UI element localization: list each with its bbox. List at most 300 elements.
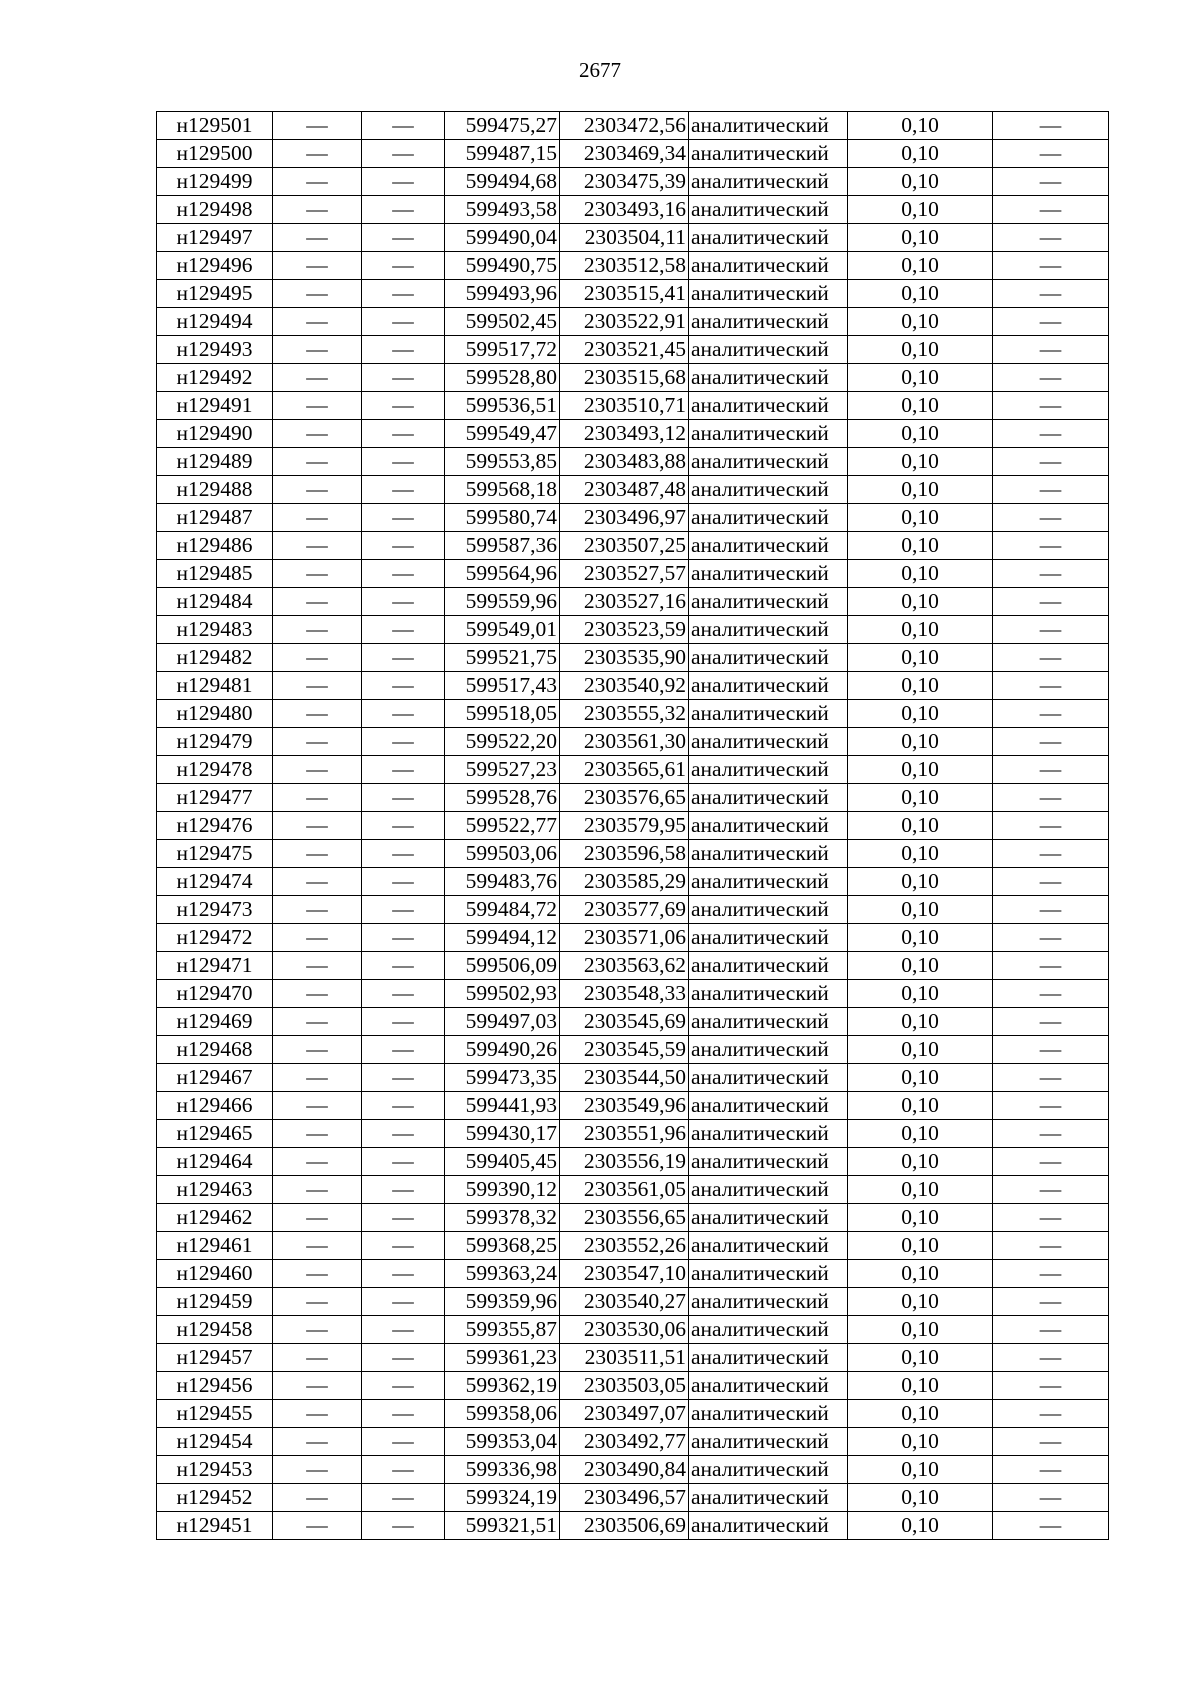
x-coordinate-cell: 599487,15 — [445, 140, 560, 168]
dash-cell: — — [993, 896, 1109, 924]
method-cell: аналитический — [689, 224, 848, 252]
dash-cell: — — [362, 1484, 445, 1512]
point-id-cell: н129476 — [157, 812, 273, 840]
method-cell: аналитический — [689, 980, 848, 1008]
table-row — [157, 588, 1109, 616]
y-coordinate-cell: 2303549,96 — [560, 1092, 689, 1120]
y-coordinate-cell: 2303512,58 — [560, 252, 689, 280]
method-cell: аналитический — [689, 448, 848, 476]
method-cell: аналитический — [689, 784, 848, 812]
table-body — [157, 112, 1109, 1540]
table-row — [157, 336, 1109, 364]
dash-cell: — — [993, 1372, 1109, 1400]
x-coordinate-cell: 599355,87 — [445, 1316, 560, 1344]
dash-cell: — — [362, 1036, 445, 1064]
table-row — [157, 1036, 1109, 1064]
point-id-cell: н129475 — [157, 840, 273, 868]
dash-cell: — — [993, 392, 1109, 420]
table-row — [157, 196, 1109, 224]
method-cell: аналитический — [689, 700, 848, 728]
method-cell: аналитический — [689, 1036, 848, 1064]
dash-cell: — — [273, 1008, 362, 1036]
dash-cell: — — [273, 1428, 362, 1456]
dash-cell: — — [273, 532, 362, 560]
dash-cell: — — [993, 924, 1109, 952]
dash-cell: — — [362, 952, 445, 980]
dash-cell: — — [273, 560, 362, 588]
dash-cell: — — [273, 924, 362, 952]
accuracy-cell: 0,10 — [848, 1428, 993, 1456]
point-id-cell: н129496 — [157, 252, 273, 280]
dash-cell: — — [993, 336, 1109, 364]
dash-cell: — — [993, 476, 1109, 504]
dash-cell: — — [993, 812, 1109, 840]
dash-cell: — — [993, 1288, 1109, 1316]
point-id-cell: н129501 — [157, 112, 273, 140]
dash-cell: — — [362, 1092, 445, 1120]
dash-cell: — — [993, 952, 1109, 980]
accuracy-cell: 0,10 — [848, 812, 993, 840]
accuracy-cell: 0,10 — [848, 896, 993, 924]
accuracy-cell: 0,10 — [848, 1064, 993, 1092]
dash-cell: — — [273, 1372, 362, 1400]
point-id-cell: н129484 — [157, 588, 273, 616]
method-cell: аналитический — [689, 280, 848, 308]
table-row — [157, 1288, 1109, 1316]
accuracy-cell: 0,10 — [848, 1260, 993, 1288]
y-coordinate-cell: 2303548,33 — [560, 980, 689, 1008]
table-row — [157, 1400, 1109, 1428]
point-id-cell: н129456 — [157, 1372, 273, 1400]
y-coordinate-cell: 2303596,58 — [560, 840, 689, 868]
y-coordinate-cell: 2303577,69 — [560, 896, 689, 924]
y-coordinate-cell: 2303540,92 — [560, 672, 689, 700]
y-coordinate-cell: 2303527,16 — [560, 588, 689, 616]
x-coordinate-cell: 599549,47 — [445, 420, 560, 448]
x-coordinate-cell: 599378,32 — [445, 1204, 560, 1232]
accuracy-cell: 0,10 — [848, 1512, 993, 1540]
dash-cell: — — [993, 1344, 1109, 1372]
dash-cell: — — [993, 1176, 1109, 1204]
dash-cell: — — [993, 1484, 1109, 1512]
point-id-cell: н129489 — [157, 448, 273, 476]
method-cell: аналитический — [689, 476, 848, 504]
table-row — [157, 728, 1109, 756]
table-row — [157, 672, 1109, 700]
dash-cell: — — [993, 532, 1109, 560]
method-cell: аналитический — [689, 504, 848, 532]
dash-cell: — — [273, 588, 362, 616]
dash-cell: — — [993, 840, 1109, 868]
accuracy-cell: 0,10 — [848, 1176, 993, 1204]
dash-cell: — — [362, 476, 445, 504]
dash-cell: — — [362, 1316, 445, 1344]
dash-cell: — — [362, 1120, 445, 1148]
method-cell: аналитический — [689, 1428, 848, 1456]
method-cell: аналитический — [689, 728, 848, 756]
table-row — [157, 364, 1109, 392]
table-row — [157, 392, 1109, 420]
accuracy-cell: 0,10 — [848, 448, 993, 476]
y-coordinate-cell: 2303565,61 — [560, 756, 689, 784]
x-coordinate-cell: 599553,85 — [445, 448, 560, 476]
method-cell: аналитический — [689, 1260, 848, 1288]
dash-cell: — — [273, 868, 362, 896]
method-cell: аналитический — [689, 644, 848, 672]
x-coordinate-cell: 599497,03 — [445, 1008, 560, 1036]
table-row — [157, 1008, 1109, 1036]
accuracy-cell: 0,10 — [848, 308, 993, 336]
dash-cell: — — [273, 672, 362, 700]
x-coordinate-cell: 599517,43 — [445, 672, 560, 700]
y-coordinate-cell: 2303561,30 — [560, 728, 689, 756]
method-cell: аналитический — [689, 336, 848, 364]
method-cell: аналитический — [689, 1344, 848, 1372]
dash-cell: — — [362, 1176, 445, 1204]
dash-cell: — — [993, 140, 1109, 168]
dash-cell: — — [993, 616, 1109, 644]
dash-cell: — — [273, 336, 362, 364]
accuracy-cell: 0,10 — [848, 1344, 993, 1372]
dash-cell: — — [993, 1120, 1109, 1148]
method-cell: аналитический — [689, 1148, 848, 1176]
y-coordinate-cell: 2303511,51 — [560, 1344, 689, 1372]
accuracy-cell: 0,10 — [848, 980, 993, 1008]
table-row — [157, 1512, 1109, 1540]
accuracy-cell: 0,10 — [848, 1008, 993, 1036]
point-id-cell: н129451 — [157, 1512, 273, 1540]
point-id-cell: н129479 — [157, 728, 273, 756]
point-id-cell: н129491 — [157, 392, 273, 420]
dash-cell: — — [993, 868, 1109, 896]
x-coordinate-cell: 599528,76 — [445, 784, 560, 812]
accuracy-cell: 0,10 — [848, 728, 993, 756]
method-cell: аналитический — [689, 1064, 848, 1092]
dash-cell: — — [993, 1092, 1109, 1120]
method-cell: аналитический — [689, 364, 848, 392]
x-coordinate-cell: 599506,09 — [445, 952, 560, 980]
point-id-cell: н129494 — [157, 308, 273, 336]
accuracy-cell: 0,10 — [848, 112, 993, 140]
dash-cell: — — [273, 980, 362, 1008]
table-row — [157, 168, 1109, 196]
table-row — [157, 1260, 1109, 1288]
dash-cell: — — [362, 840, 445, 868]
accuracy-cell: 0,10 — [848, 364, 993, 392]
dash-cell: — — [273, 504, 362, 532]
y-coordinate-cell: 2303563,62 — [560, 952, 689, 980]
method-cell: аналитический — [689, 1484, 848, 1512]
dash-cell: — — [362, 1372, 445, 1400]
x-coordinate-cell: 599521,75 — [445, 644, 560, 672]
point-id-cell: н129457 — [157, 1344, 273, 1372]
accuracy-cell: 0,10 — [848, 1204, 993, 1232]
dash-cell: — — [362, 1260, 445, 1288]
table-row — [157, 252, 1109, 280]
x-coordinate-cell: 599324,19 — [445, 1484, 560, 1512]
method-cell: аналитический — [689, 1204, 848, 1232]
method-cell: аналитический — [689, 1008, 848, 1036]
dash-cell: — — [993, 980, 1109, 1008]
x-coordinate-cell: 599522,20 — [445, 728, 560, 756]
table-row — [157, 644, 1109, 672]
method-cell: аналитический — [689, 1092, 848, 1120]
dash-cell: — — [993, 644, 1109, 672]
x-coordinate-cell: 599494,68 — [445, 168, 560, 196]
dash-cell: — — [993, 1064, 1109, 1092]
dash-cell: — — [362, 448, 445, 476]
dash-cell: — — [273, 364, 362, 392]
dash-cell: — — [362, 896, 445, 924]
table-row — [157, 1120, 1109, 1148]
point-id-cell: н129470 — [157, 980, 273, 1008]
dash-cell: — — [362, 308, 445, 336]
y-coordinate-cell: 2303487,48 — [560, 476, 689, 504]
x-coordinate-cell: 599368,25 — [445, 1232, 560, 1260]
y-coordinate-cell: 2303527,57 — [560, 560, 689, 588]
y-coordinate-cell: 2303492,77 — [560, 1428, 689, 1456]
accuracy-cell: 0,10 — [848, 840, 993, 868]
y-coordinate-cell: 2303490,84 — [560, 1456, 689, 1484]
method-cell: аналитический — [689, 168, 848, 196]
dash-cell: — — [273, 140, 362, 168]
y-coordinate-cell: 2303585,29 — [560, 868, 689, 896]
dash-cell: — — [362, 1456, 445, 1484]
x-coordinate-cell: 599483,76 — [445, 868, 560, 896]
dash-cell: — — [362, 252, 445, 280]
y-coordinate-cell: 2303506,69 — [560, 1512, 689, 1540]
y-coordinate-cell: 2303497,07 — [560, 1400, 689, 1428]
method-cell: аналитический — [689, 1288, 848, 1316]
dash-cell: — — [993, 1260, 1109, 1288]
y-coordinate-cell: 2303535,90 — [560, 644, 689, 672]
method-cell: аналитический — [689, 112, 848, 140]
point-id-cell: н129454 — [157, 1428, 273, 1456]
point-id-cell: н129483 — [157, 616, 273, 644]
y-coordinate-cell: 2303515,68 — [560, 364, 689, 392]
accuracy-cell: 0,10 — [848, 336, 993, 364]
dash-cell: — — [362, 1064, 445, 1092]
dash-cell: — — [993, 1036, 1109, 1064]
accuracy-cell: 0,10 — [848, 1120, 993, 1148]
table-row — [157, 1316, 1109, 1344]
table-row — [157, 1232, 1109, 1260]
method-cell: аналитический — [689, 560, 848, 588]
dash-cell: — — [273, 812, 362, 840]
dash-cell: — — [993, 364, 1109, 392]
accuracy-cell: 0,10 — [848, 1232, 993, 1260]
dash-cell: — — [993, 1316, 1109, 1344]
dash-cell: — — [993, 1512, 1109, 1540]
dash-cell: — — [993, 252, 1109, 280]
dash-cell: — — [273, 1512, 362, 1540]
y-coordinate-cell: 2303551,96 — [560, 1120, 689, 1148]
dash-cell: — — [273, 1344, 362, 1372]
dash-cell: — — [273, 1092, 362, 1120]
method-cell: аналитический — [689, 1456, 848, 1484]
dash-cell: — — [362, 196, 445, 224]
method-cell: аналитический — [689, 196, 848, 224]
table-row — [157, 280, 1109, 308]
method-cell: аналитический — [689, 1176, 848, 1204]
table-row — [157, 980, 1109, 1008]
x-coordinate-cell: 599502,93 — [445, 980, 560, 1008]
dash-cell: — — [993, 784, 1109, 812]
x-coordinate-cell: 599430,17 — [445, 1120, 560, 1148]
accuracy-cell: 0,10 — [848, 672, 993, 700]
dash-cell: — — [273, 196, 362, 224]
dash-cell: — — [273, 1232, 362, 1260]
point-id-cell: н129486 — [157, 532, 273, 560]
method-cell: аналитический — [689, 1232, 848, 1260]
dash-cell: — — [273, 1484, 362, 1512]
method-cell: аналитический — [689, 532, 848, 560]
accuracy-cell: 0,10 — [848, 1456, 993, 1484]
method-cell: аналитический — [689, 672, 848, 700]
dash-cell: — — [273, 1120, 362, 1148]
dash-cell: — — [362, 1400, 445, 1428]
method-cell: аналитический — [689, 1316, 848, 1344]
table-row — [157, 560, 1109, 588]
method-cell: аналитический — [689, 140, 848, 168]
point-id-cell: н129459 — [157, 1288, 273, 1316]
dash-cell: — — [362, 168, 445, 196]
accuracy-cell: 0,10 — [848, 1484, 993, 1512]
point-id-cell: н129452 — [157, 1484, 273, 1512]
x-coordinate-cell: 599353,04 — [445, 1428, 560, 1456]
dash-cell: — — [273, 840, 362, 868]
dash-cell: — — [993, 728, 1109, 756]
accuracy-cell: 0,10 — [848, 476, 993, 504]
y-coordinate-cell: 2303523,59 — [560, 616, 689, 644]
dash-cell: — — [273, 448, 362, 476]
method-cell: аналитический — [689, 868, 848, 896]
accuracy-cell: 0,10 — [848, 700, 993, 728]
dash-cell: — — [993, 448, 1109, 476]
table-row — [157, 1428, 1109, 1456]
dash-cell: — — [993, 1148, 1109, 1176]
y-coordinate-cell: 2303504,11 — [560, 224, 689, 252]
x-coordinate-cell: 599564,96 — [445, 560, 560, 588]
dash-cell: — — [993, 588, 1109, 616]
dash-cell: — — [993, 1204, 1109, 1232]
x-coordinate-cell: 599527,23 — [445, 756, 560, 784]
dash-cell: — — [273, 1148, 362, 1176]
dash-cell: — — [362, 812, 445, 840]
accuracy-cell: 0,10 — [848, 1288, 993, 1316]
method-cell: аналитический — [689, 1372, 848, 1400]
table-row — [157, 924, 1109, 952]
dash-cell: — — [273, 280, 362, 308]
dash-cell: — — [362, 140, 445, 168]
point-id-cell: н129498 — [157, 196, 273, 224]
dash-cell: — — [362, 280, 445, 308]
dash-cell: — — [273, 728, 362, 756]
accuracy-cell: 0,10 — [848, 1316, 993, 1344]
x-coordinate-cell: 599359,96 — [445, 1288, 560, 1316]
dash-cell: — — [362, 924, 445, 952]
dash-cell: — — [273, 168, 362, 196]
x-coordinate-cell: 599390,12 — [445, 1176, 560, 1204]
x-coordinate-cell: 599405,45 — [445, 1148, 560, 1176]
accuracy-cell: 0,10 — [848, 1148, 993, 1176]
dash-cell: — — [362, 1204, 445, 1232]
point-id-cell: н129485 — [157, 560, 273, 588]
point-id-cell: н129473 — [157, 896, 273, 924]
accuracy-cell: 0,10 — [848, 280, 993, 308]
accuracy-cell: 0,10 — [848, 168, 993, 196]
y-coordinate-cell: 2303552,26 — [560, 1232, 689, 1260]
point-id-cell: н129455 — [157, 1400, 273, 1428]
dash-cell: — — [362, 1288, 445, 1316]
table-row — [157, 896, 1109, 924]
dash-cell: — — [362, 616, 445, 644]
point-id-cell: н129460 — [157, 1260, 273, 1288]
y-coordinate-cell: 2303483,88 — [560, 448, 689, 476]
point-id-cell: н129469 — [157, 1008, 273, 1036]
point-id-cell: н129468 — [157, 1036, 273, 1064]
dash-cell: — — [273, 476, 362, 504]
dash-cell: — — [362, 504, 445, 532]
dash-cell: — — [362, 364, 445, 392]
table-row — [157, 1344, 1109, 1372]
x-coordinate-cell: 599362,19 — [445, 1372, 560, 1400]
dash-cell: — — [273, 1204, 362, 1232]
point-id-cell: н129471 — [157, 952, 273, 980]
dash-cell: — — [993, 224, 1109, 252]
dash-cell: — — [993, 1008, 1109, 1036]
table-row — [157, 224, 1109, 252]
x-coordinate-cell: 599475,27 — [445, 112, 560, 140]
table-row — [157, 1148, 1109, 1176]
point-id-cell: н129477 — [157, 784, 273, 812]
y-coordinate-cell: 2303475,39 — [560, 168, 689, 196]
y-coordinate-cell: 2303555,32 — [560, 700, 689, 728]
point-id-cell: н129497 — [157, 224, 273, 252]
method-cell: аналитический — [689, 1512, 848, 1540]
x-coordinate-cell: 599490,26 — [445, 1036, 560, 1064]
accuracy-cell: 0,10 — [848, 644, 993, 672]
table-row — [157, 1456, 1109, 1484]
accuracy-cell: 0,10 — [848, 868, 993, 896]
dash-cell: — — [273, 896, 362, 924]
accuracy-cell: 0,10 — [848, 784, 993, 812]
table-row — [157, 1064, 1109, 1092]
dash-cell: — — [273, 112, 362, 140]
x-coordinate-cell: 599336,98 — [445, 1456, 560, 1484]
y-coordinate-cell: 2303469,34 — [560, 140, 689, 168]
x-coordinate-cell: 599502,45 — [445, 308, 560, 336]
table-row — [157, 308, 1109, 336]
dash-cell: — — [362, 728, 445, 756]
table-row — [157, 812, 1109, 840]
y-coordinate-cell: 2303547,10 — [560, 1260, 689, 1288]
point-id-cell: н129495 — [157, 280, 273, 308]
dash-cell: — — [273, 252, 362, 280]
method-cell: аналитический — [689, 1120, 848, 1148]
dash-cell: — — [273, 1036, 362, 1064]
y-coordinate-cell: 2303530,06 — [560, 1316, 689, 1344]
point-id-cell: н129453 — [157, 1456, 273, 1484]
point-id-cell: н129474 — [157, 868, 273, 896]
dash-cell: — — [362, 420, 445, 448]
x-coordinate-cell: 599321,51 — [445, 1512, 560, 1540]
accuracy-cell: 0,10 — [848, 588, 993, 616]
x-coordinate-cell: 599528,80 — [445, 364, 560, 392]
accuracy-cell: 0,10 — [848, 1092, 993, 1120]
point-id-cell: н129465 — [157, 1120, 273, 1148]
method-cell: аналитический — [689, 952, 848, 980]
